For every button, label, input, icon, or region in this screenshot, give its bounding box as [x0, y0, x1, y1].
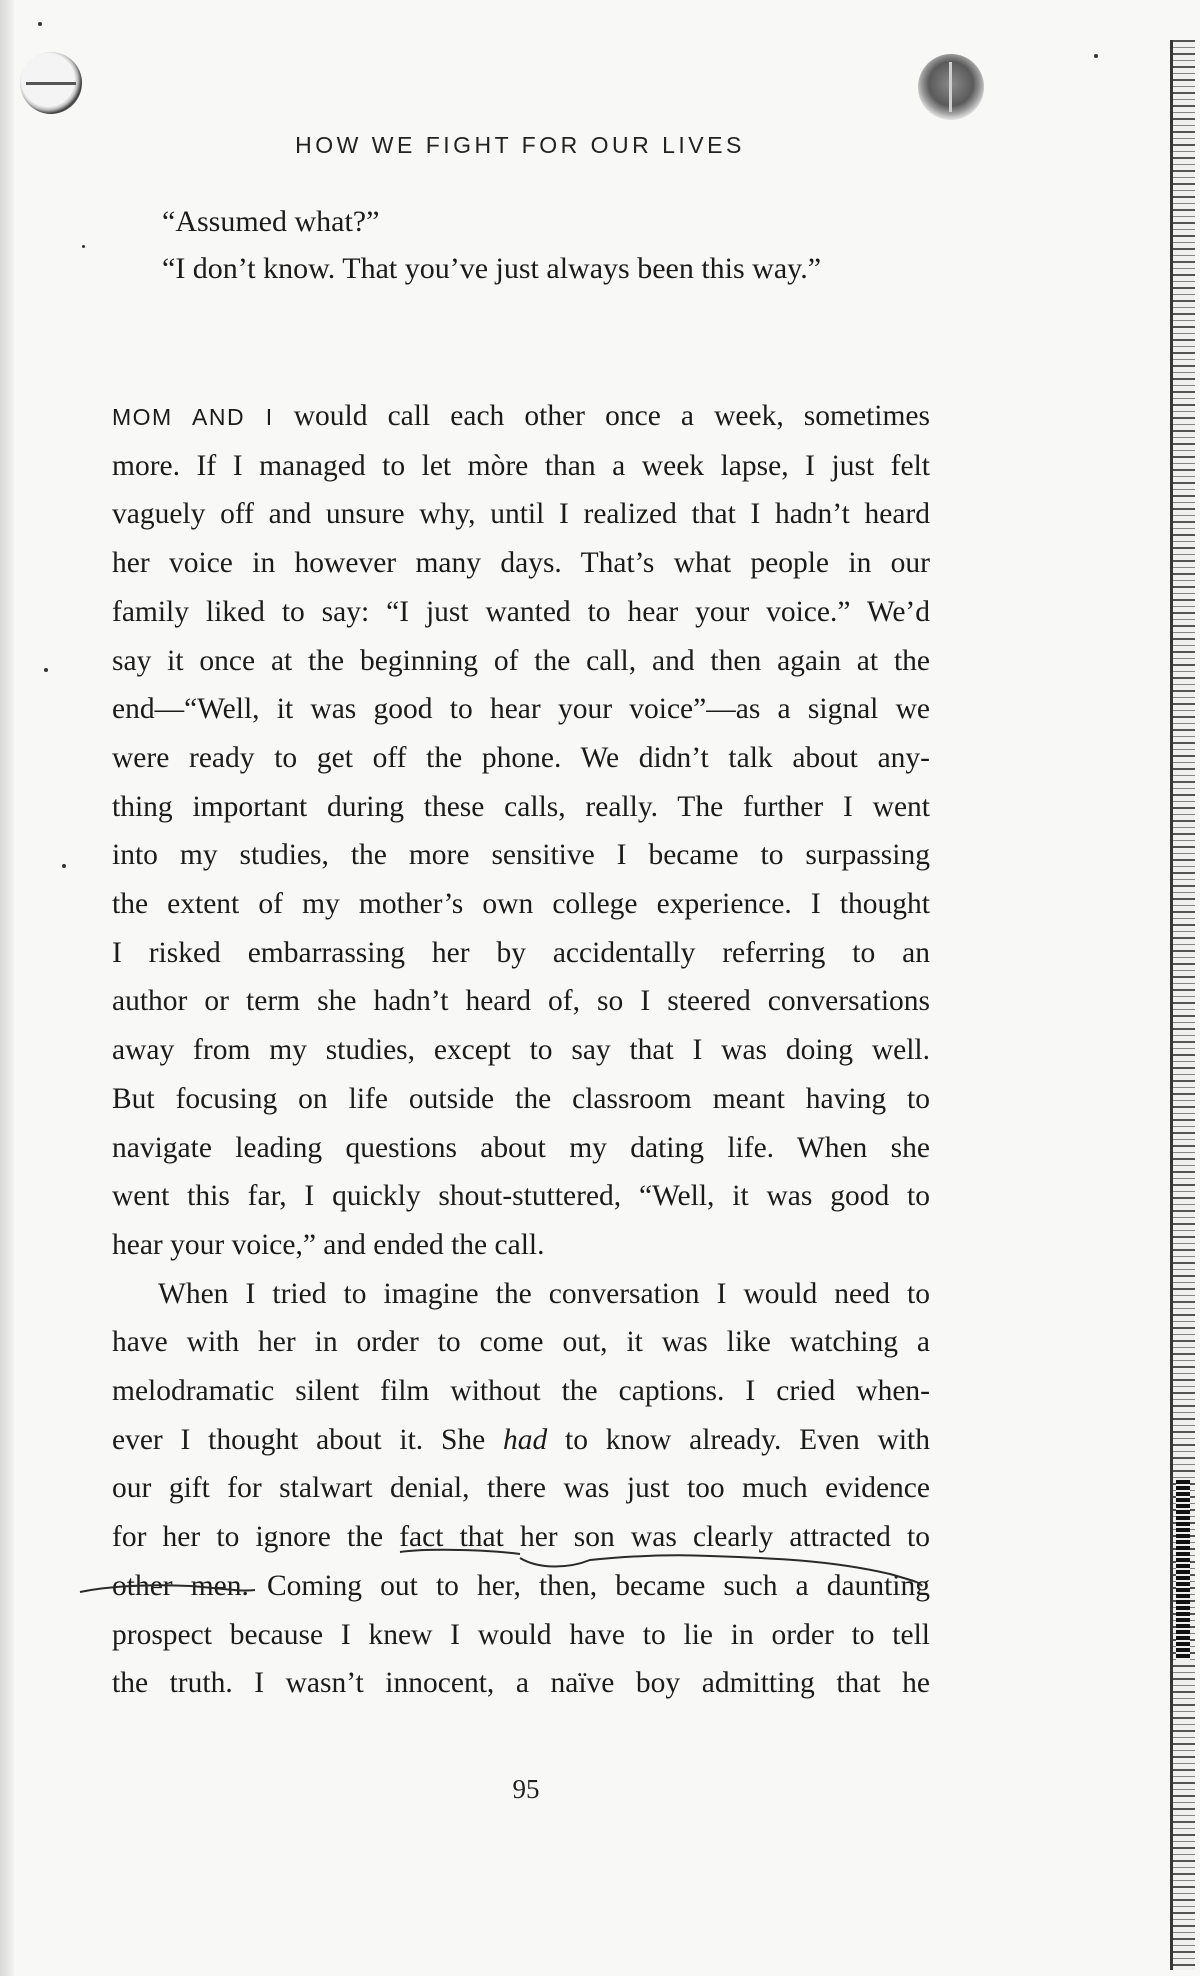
punch-hole-left — [20, 52, 82, 114]
text-line: for her to ignore the fact that her son was clearly attracted to — [112, 1521, 930, 1554]
italic-word: had — [503, 1423, 548, 1456]
text-segment: ever I thought about it. She — [112, 1423, 503, 1456]
dialogue-line-1: “Assumed what?” — [162, 205, 380, 238]
paragraph-1 — [112, 392, 930, 1270]
page-left-edge-shadow — [0, 0, 14, 1976]
text-line: hear your voice,” and ended the call. — [112, 1228, 545, 1261]
speck — [82, 245, 85, 248]
lead-in-smallcaps: MOM AND I — [112, 404, 274, 430]
text-line: away from my studies, except to say that I was doing well. — [112, 1034, 930, 1067]
text-line: our gift for stalwart denial, there was just too much evidence — [112, 1472, 930, 1505]
text-line: say it once at the beginning of the call, and then again at the — [112, 644, 930, 677]
running-head: HOW WE FIGHT FOR OUR LIVES — [295, 132, 745, 158]
punch-hole-right — [918, 54, 984, 120]
text-line: prospect because I knew I would have to lie in order to tell — [112, 1618, 930, 1651]
text-line: end—“Well, it was good to hear your voice”—as a signal we — [112, 693, 930, 726]
text-line: I risked embarrassing her by accidentally referring to an — [112, 936, 930, 969]
text-line: into my studies, the more sensitive I became to surpassing — [112, 839, 930, 872]
speck — [62, 864, 66, 868]
text-line: vaguely off and unsure why, until I realized that I hadn’t heard — [112, 498, 930, 531]
text-line: melodramatic silent film without the captions. I cried when- — [112, 1375, 930, 1408]
text-line: author or term she hadn’t heard of, so I steered conversations — [112, 985, 930, 1018]
dialogue-line-2: “I don’t know. That you’ve just always been this way.” — [162, 252, 822, 285]
text-line: the truth. I wasn’t innocent, a naïve boy admitting that he — [112, 1667, 930, 1700]
binding-edge — [1170, 40, 1195, 1970]
text-line: navigate leading questions about my dating life. When she — [112, 1131, 930, 1164]
text-line: the extent of my mother’s own college experience. I thought — [112, 888, 930, 921]
body-text — [112, 392, 930, 1708]
speck — [1094, 54, 1098, 58]
speck — [44, 668, 48, 672]
text-line: When I tried to imagine the conversation I would need to — [158, 1277, 930, 1310]
text-line: thing important during these calls, really. The further I went — [112, 790, 930, 823]
text-line: more. If I managed to let mòre than a week lapse, I just felt — [112, 449, 930, 482]
text-line: went this far, I quickly shout-stuttered, “Well, it was good to — [112, 1180, 930, 1213]
text-line: were ready to get off the phone. We didn’t talk about any- — [112, 741, 930, 774]
text-line — [112, 392, 930, 442]
text-line — [112, 1416, 930, 1465]
pen-underline-scribble — [70, 1530, 950, 1620]
paragraph-2 — [112, 1270, 930, 1708]
text-line: But focusing on life outside the classroom meant having to — [112, 1082, 930, 1115]
text-line: have with her in order to come out, it was like watching a — [112, 1326, 930, 1359]
page-number: 95 — [512, 1774, 540, 1804]
speck — [38, 22, 42, 26]
text-line: her voice in however many days. That’s what people in our — [112, 547, 930, 580]
text-line: other men. Coming out to her, then, became such a daunting — [112, 1569, 930, 1602]
binding-edge-dark — [1176, 1480, 1190, 1660]
text-segment: to know already. Even with — [547, 1423, 930, 1456]
text-line: family liked to say: “I just wanted to hear your voice.” We’d — [112, 595, 930, 628]
text-line-content: would call each other once a week, sometimes — [273, 400, 930, 432]
